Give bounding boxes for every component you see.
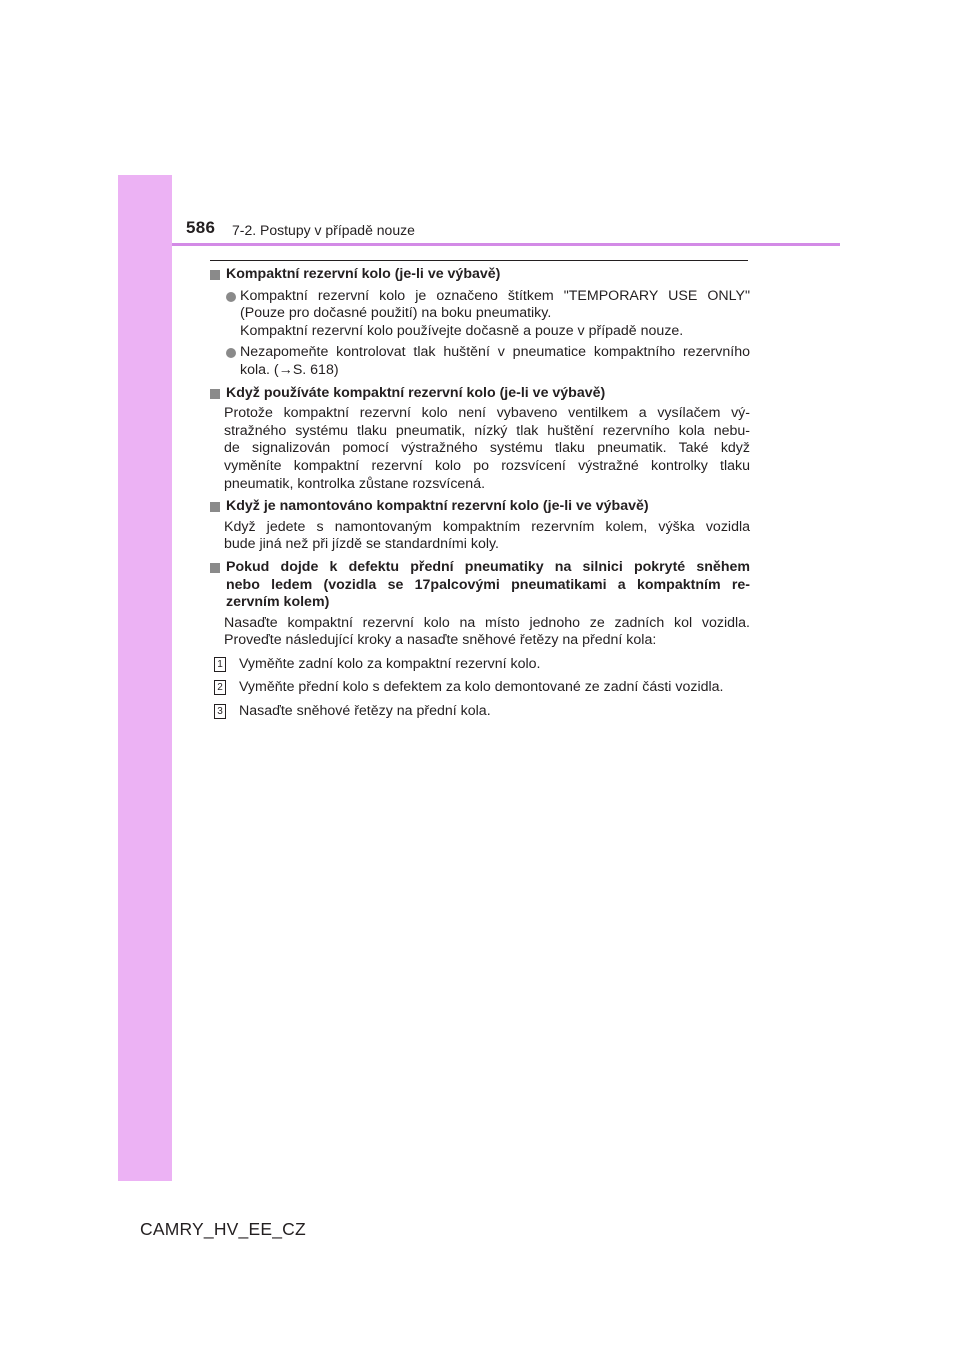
section-title: 7-2. Postupy v případě nouze (232, 222, 415, 238)
paragraph: Když jedete s namontovaným kompaktním rezervním kolem, výška vozidla bude jiná než při jízdě se standardními koly. (224, 518, 750, 553)
step-number-badge: 2 (214, 680, 226, 695)
page-number: 586 (186, 218, 216, 237)
paragraph: Protože kompaktní rezervní kolo není vybaveno ventilkem a vysílačem vý- stražného systému tlaku pneumatik, nízký tlak huštění rezervního kola nebu- de signalizován pomocí výstražného systému tlaku pneumatik. Také když vyměníte kompaktní rezervní kolo po rozsvícení výstražné kontrolky tlaku pneumatik, kontrolka zůstane rozsvícená. (224, 405, 750, 492)
step-item: 3 Nasaďte sněhové řetězy na přední kola. (210, 703, 750, 721)
square-bullet-icon (210, 563, 220, 573)
step-item: 2 Vyměňte přední kolo s defektem za kolo demontované ze zadní části vozidla. (210, 679, 750, 697)
step-number-badge: 3 (214, 704, 226, 719)
heading-compact-spare: Kompaktní rezervní kolo (je-li ve výbavě) (210, 266, 750, 284)
header-rule (172, 243, 840, 246)
circle-bullet-icon (226, 292, 236, 302)
heading-front-tire-flat-snow: Pokud dojde k defektu přední pneumatiky na silnici pokryté sněhem nebo ledem (vozidla se 17palcovými pneumatikami a kompaktním re- zervním kolem) (210, 559, 750, 612)
bullet-item: Nezapomeňte kontrolovat tlak huštění v pneumatice kompaktního rezervního kola. (→S. 618) (210, 344, 750, 379)
step-number-badge: 1 (214, 657, 226, 672)
square-bullet-icon (210, 502, 220, 512)
heading-using-compact-spare: Když používáte kompaktní rezervní kolo (je-li ve výbavě) (210, 385, 750, 403)
heading-mounted-compact-spare: Když je namontováno kompaktní rezervní kolo (je-li ve výbavě) (210, 498, 750, 516)
square-bullet-icon (210, 389, 220, 399)
bullet-item: Kompaktní rezervní kolo je označeno štítkem "TEMPORARY USE ONLY" (Pouze pro dočasné použití) na boku pneumatiky. Kompaktní rezervní kolo používejte dočasně a pouze v případě nouze. (210, 288, 750, 341)
circle-bullet-icon (226, 348, 236, 358)
step-item: 1 Vyměňte zadní kolo za kompaktní rezervní kolo. (210, 656, 750, 674)
content-area (210, 266, 750, 721)
square-bullet-icon (210, 270, 220, 280)
content-divider (210, 260, 748, 261)
footer-document-code: CAMRY_HV_EE_CZ (140, 1219, 306, 1239)
sidebar-tab-band (118, 175, 172, 1181)
paragraph: Nasaďte kompaktní rezervní kolo na místo jednoho ze zadních kol vozidla. Proveďte následující kroky a nasaďte sněhové řetězy na přední kola: (224, 614, 750, 649)
